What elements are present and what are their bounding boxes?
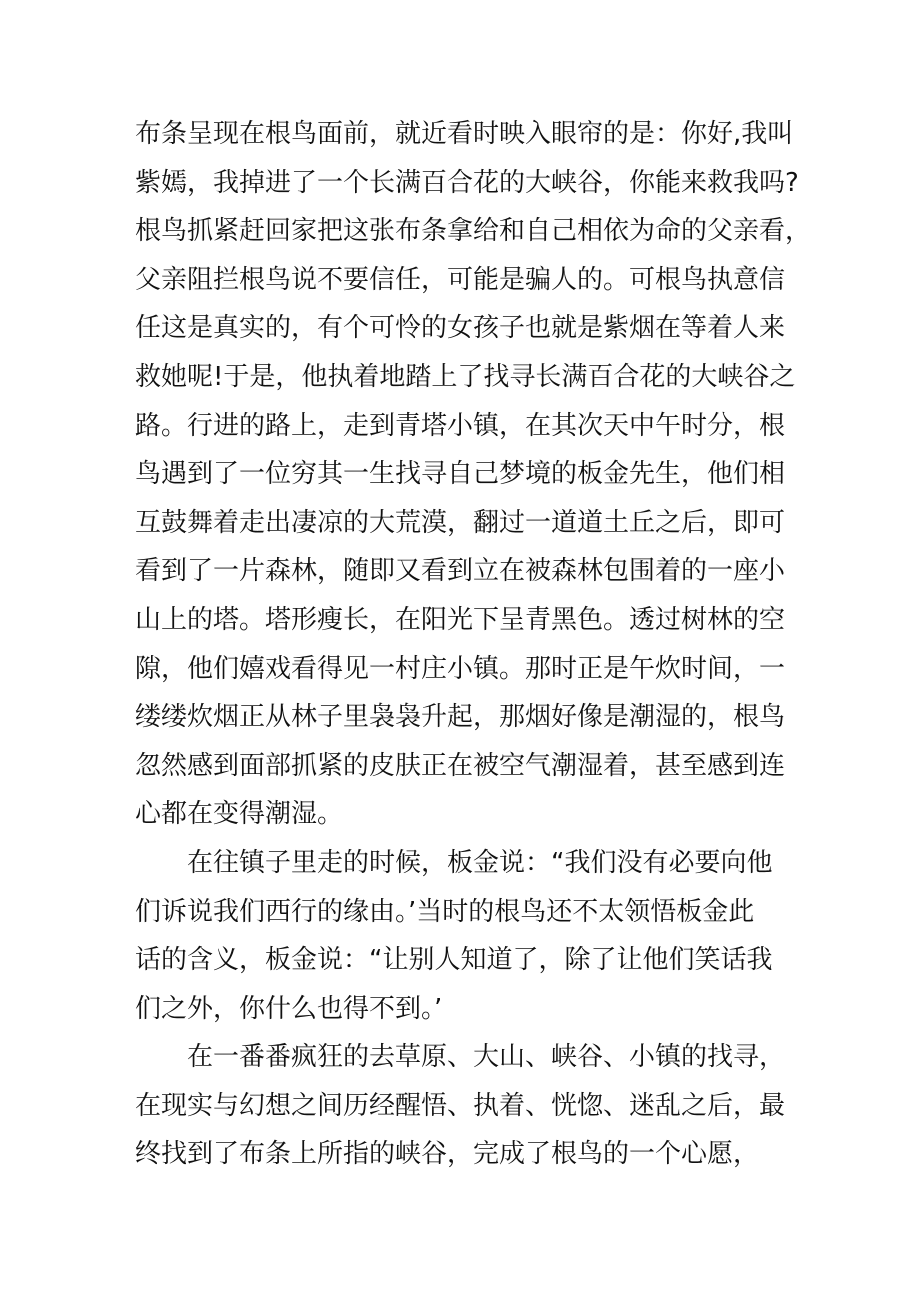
text-line: 忽然感到面部抓紧的皮肤正在被空气潮湿着，甚至感到连 — [135, 750, 786, 781]
text-line: 紫嫣，我掉进了一个长满百合花的大峡谷，你能来救我吗? — [135, 167, 799, 198]
text-line: 终找到了布条上所指的峡谷，完成了根鸟的一个心愿， — [135, 1139, 760, 1170]
text-line: 路。行进的路上，走到青塔小镇，在其次天中午时分，根 — [135, 410, 786, 441]
body-text — [135, 110, 812, 1179]
paragraph-first-line: 在一番番疯狂的去草原、大山、峡谷、小镇的找寻， — [187, 1042, 786, 1073]
text-line: 布条呈现在根鸟面前，就近看时映入眼帘的是：你好,我叫 — [135, 119, 794, 149]
text-line: 互鼓舞着走出凄凉的大荒漠，翻过一道道土丘之后，即可 — [135, 507, 786, 538]
text-line: 根鸟抓紧赶回家把这张布条拿给和自己相依为命的父亲看， — [135, 216, 812, 247]
text-line: 山上的塔。塔形瘦长，在阳光下呈青黑色。透过树林的空 — [135, 604, 786, 635]
text-line: 在现实与幻想之间历经醒悟、执着、恍惚、迷乱之后，最 — [135, 1090, 786, 1121]
text-line: 父亲阻拦根鸟说不要信任，可能是骗人的。可根鸟执意信 — [135, 264, 786, 295]
text-line: 心都在变得潮湿。 — [135, 799, 344, 830]
text-line: 缕缕炊烟正从林子里袅袅升起，那烟好像是潮湿的，根鸟 — [135, 702, 786, 733]
text-line: 任这是真实的，有个可怜的女孩子也就是紫烟在等着人来 — [135, 313, 786, 344]
paragraph-first-line: 在往镇子里走的时候，板金说：“我们没有必要向他 — [187, 847, 773, 878]
text-line: 们诉说我们西行的缘由。’当时的根鸟还不太领悟板金此 — [135, 896, 755, 927]
text-line: 隙，他们嬉戏看得见一村庄小镇。那时正是午炊时间，一 — [135, 653, 786, 684]
text-line: 话的含义，板金说：“让别人知道了，除了让他们笑话我 — [135, 945, 773, 976]
text-line: 们之外，你什么也得不到。’ — [135, 993, 443, 1024]
text-line: 看到了一片森林，随即又看到立在被森林包围着的一座小 — [135, 556, 786, 587]
text-line: 救她呢!于是，他执着地踏上了找寻长满百合花的大峡谷之 — [135, 361, 796, 392]
text-line: 鸟遇到了一位穷其一生找寻自己梦境的板金先生，他们相 — [135, 459, 786, 490]
